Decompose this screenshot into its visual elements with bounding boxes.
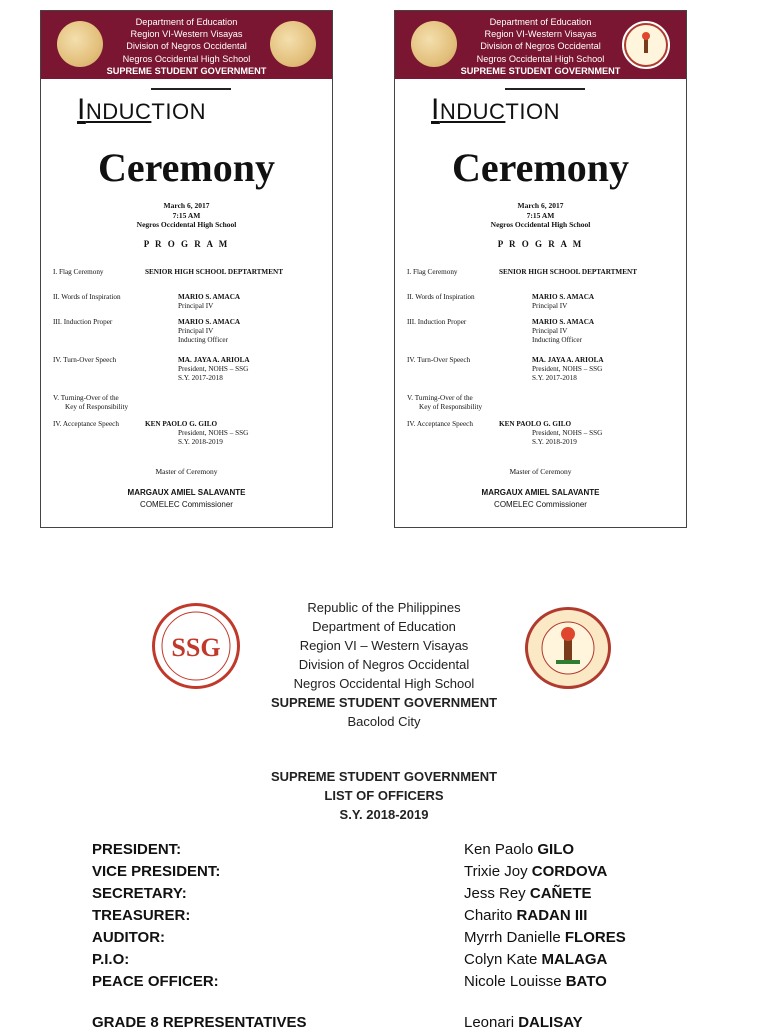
mc-label: Master of Ceremony (155, 467, 218, 476)
program-item-person (178, 293, 240, 311)
mc-role: COMELEC Commissioner (494, 500, 587, 509)
officer-position: VICE PRESIDENT: (92, 863, 221, 880)
program-item-person (499, 268, 637, 277)
program-card-left (40, 10, 333, 528)
program-item-role: Inducting Officer (532, 336, 582, 344)
program-item-label-line: I. Flag Ceremony (53, 268, 104, 276)
program-item-label-line: III. Induction Proper (53, 318, 113, 326)
program-item-label (407, 318, 527, 327)
banner-line: Region VI-Western Visayas (130, 29, 243, 40)
officer-position: P.I.O: (92, 951, 130, 968)
grade-rep-label: GRADE 8 REPRESENTATIVES (92, 1014, 307, 1031)
program-item-label-line: Key of Responsibility (65, 403, 129, 411)
officer-row (92, 841, 652, 863)
program-item-label-line: Key of Responsibility (419, 403, 483, 411)
program-item-label (407, 394, 527, 412)
card-banner (41, 11, 332, 79)
banner-line: Negros Occidental High School (476, 53, 605, 64)
officer-position: PRESIDENT: (92, 841, 182, 858)
event-info (41, 201, 332, 230)
officers-title-line: LIST OF OFFICERS (324, 788, 444, 803)
ceremony-title: Ceremony (98, 145, 275, 190)
program-item-person (499, 420, 602, 447)
program-item-role: Inducting Officer (178, 336, 228, 344)
event-venue: Negros Occidental High School (490, 220, 591, 229)
letterhead-org: SUPREME STUDENT GOVERNMENT (270, 695, 498, 710)
program-item-label (53, 394, 173, 412)
program-item-label (53, 318, 173, 327)
banner-line: Division of Negros Occidental (480, 41, 601, 52)
program-item-role: S.Y. 2017-2018 (532, 374, 577, 382)
program-item-name: MARIO S. AMACA (178, 293, 241, 301)
title-rule (151, 88, 231, 90)
banner-line: Department of Education (135, 17, 238, 27)
event-date: March 6, 2017 (517, 201, 564, 210)
mc-label: Master of Ceremony (509, 467, 572, 476)
event-info (395, 201, 686, 230)
school-seal-icon (622, 21, 670, 69)
card-banner (395, 11, 686, 79)
officer-surname: RADAN III (516, 907, 588, 924)
program-item-role: President, NOHS – SSG (532, 429, 603, 437)
program-item-label-line: I. Flag Ceremony (407, 268, 458, 276)
induction-title (77, 93, 206, 127)
officer-row (92, 885, 652, 907)
program-item-label-line: V. Turning-Over of the (53, 394, 119, 402)
program-item-label-line: II. Words of Inspiration (407, 293, 475, 301)
program-item-role: S.Y. 2017-2018 (178, 374, 223, 382)
program-item-name: KEN PAOLO G. GILO (499, 420, 572, 428)
mc-role: COMELEC Commissioner (140, 500, 233, 509)
mc-name: MARGAUX AMIEL SALAVANTE (481, 488, 600, 497)
event-time: 7:15 AM (172, 210, 201, 220)
deped-seal-icon (57, 21, 103, 67)
program-item-label-line: IV. Acceptance Speech (407, 420, 473, 428)
program-item-person (145, 268, 283, 277)
officer-surname: CAÑETE (529, 885, 592, 902)
program-item-name: MARIO S. AMACA (178, 318, 241, 326)
program-item-label (53, 356, 173, 365)
banner-org: SUPREME STUDENT GOVERNMENT (460, 65, 621, 76)
officer-position: AUDITOR: (92, 929, 166, 946)
ceremony-title: Ceremony (452, 145, 629, 190)
officer-name: Myrrh Danielle FLORES (464, 929, 626, 946)
program-item-label-line: II. Words of Inspiration (53, 293, 121, 301)
program-card-right (394, 10, 687, 528)
program-item-role: President, NOHS – SSG (532, 365, 603, 373)
officers-title-line: S.Y. 2018-2019 (339, 807, 429, 822)
letterhead-line: Region VI – Western Visayas (299, 638, 469, 653)
officers-list (92, 841, 652, 995)
officer-name: Charito RADAN III (464, 907, 588, 924)
officer-name: Trixie Joy CORDOVA (464, 863, 608, 880)
program-item-name: MARIO S. AMACA (532, 318, 595, 326)
program-item-name: MARIO S. AMACA (532, 293, 595, 301)
officer-row (92, 973, 652, 995)
event-time: 7:15 AM (526, 210, 555, 220)
banner-line: Division of Negros Occidental (126, 41, 247, 52)
letterhead (0, 598, 768, 731)
officer-position: SECRETARY: (92, 885, 187, 902)
officer-surname: BATO (565, 973, 607, 990)
officer-surname: CORDOVA (531, 863, 608, 880)
event-date: March 6, 2017 (163, 201, 210, 210)
letterhead-line: Division of Negros Occidental (298, 657, 470, 672)
program-item-role: Principal IV (532, 327, 568, 335)
program-heading: P R O G R A M (497, 239, 584, 249)
induction-rest: TION (151, 99, 206, 124)
program-item-label-line: IV. Acceptance Speech (53, 420, 119, 428)
program-item-role: S.Y. 2018-2019 (532, 438, 577, 446)
banner-line: Negros Occidental High School (122, 53, 251, 64)
grade-rep-name: Leonari DALISAY (464, 1014, 583, 1031)
program-item-person (178, 356, 250, 383)
svg-text:SSG: SSG (171, 633, 221, 662)
officer-row (92, 951, 652, 973)
officer-name: Ken Paolo GILO (464, 841, 575, 858)
officer-surname: FLORES (564, 929, 626, 946)
officers-title (0, 767, 768, 824)
event-venue: Negros Occidental High School (136, 220, 237, 229)
officer-row (92, 929, 652, 951)
officer-name: Jess Rey CAÑETE (464, 885, 592, 902)
program-item-label (407, 293, 527, 302)
program-item-name: SENIOR HIGH SCHOOL DEPTARTMENT (145, 268, 283, 276)
program-item-label-line: V. Turning-Over of the (407, 394, 473, 402)
officer-surname: GILO (537, 841, 575, 858)
letterhead-line: Republic of the Philippines (307, 600, 461, 615)
program-item-label (407, 356, 527, 365)
deped-seal-icon (270, 21, 316, 67)
letterhead-line: Department of Education (312, 619, 456, 634)
program-item-label (53, 293, 173, 302)
officers-title-line: SUPREME STUDENT GOVERNMENT (270, 769, 498, 784)
program-item-label-line: IV. Turn-Over Speech (53, 356, 117, 364)
program-item-label-line: IV. Turn-Over Speech (407, 356, 471, 364)
program-item-label-line: III. Induction Proper (407, 318, 467, 326)
program-item-role: Principal IV (178, 302, 214, 310)
banner-org: SUPREME STUDENT GOVERNMENT (106, 65, 267, 76)
officer-row (92, 863, 652, 885)
induction-mid: NDUC (85, 99, 152, 124)
officer-surname: MALAGA (541, 951, 608, 968)
induction-title (431, 93, 560, 127)
officer-name: Nicole Louisse BATO (464, 973, 607, 990)
letterhead-city: Bacolod City (347, 714, 421, 729)
officer-row (92, 907, 652, 929)
banner-line: Department of Education (489, 17, 592, 27)
program-item-name: MA. JAYA A. ARIOLA (178, 356, 250, 364)
program-item-role: Principal IV (178, 327, 214, 335)
induction-initial: I (77, 93, 86, 126)
program-item-role: President, NOHS – SSG (178, 365, 249, 373)
program-heading: P R O G R A M (143, 239, 230, 249)
officer-position: PEACE OFFICER: (92, 973, 219, 990)
induction-initial: I (431, 93, 440, 126)
program-item-person (532, 293, 594, 311)
program-item-name: MA. JAYA A. ARIOLA (532, 356, 604, 364)
program-item-role: Principal IV (532, 302, 568, 310)
mc-name: MARGAUX AMIEL SALAVANTE (127, 488, 246, 497)
program-item-person (145, 420, 248, 447)
program-item-person (532, 356, 604, 383)
program-item-name: KEN PAOLO G. GILO (145, 420, 218, 428)
induction-mid: NDUC (439, 99, 506, 124)
title-rule (505, 88, 585, 90)
officer-position: TREASURER: (92, 907, 191, 924)
officer-name: Colyn Kate MALAGA (464, 951, 608, 968)
program-item-person (532, 318, 594, 345)
program-item-name: SENIOR HIGH SCHOOL DEPTARTMENT (499, 268, 637, 276)
deped-seal-icon (411, 21, 457, 67)
induction-rest: TION (505, 99, 560, 124)
program-item-person (178, 318, 240, 345)
program-item-role: S.Y. 2018-2019 (178, 438, 223, 446)
program-item-role: President, NOHS – SSG (178, 429, 249, 437)
letterhead-line: Negros Occidental High School (293, 676, 475, 691)
banner-line: Region VI-Western Visayas (484, 29, 597, 40)
